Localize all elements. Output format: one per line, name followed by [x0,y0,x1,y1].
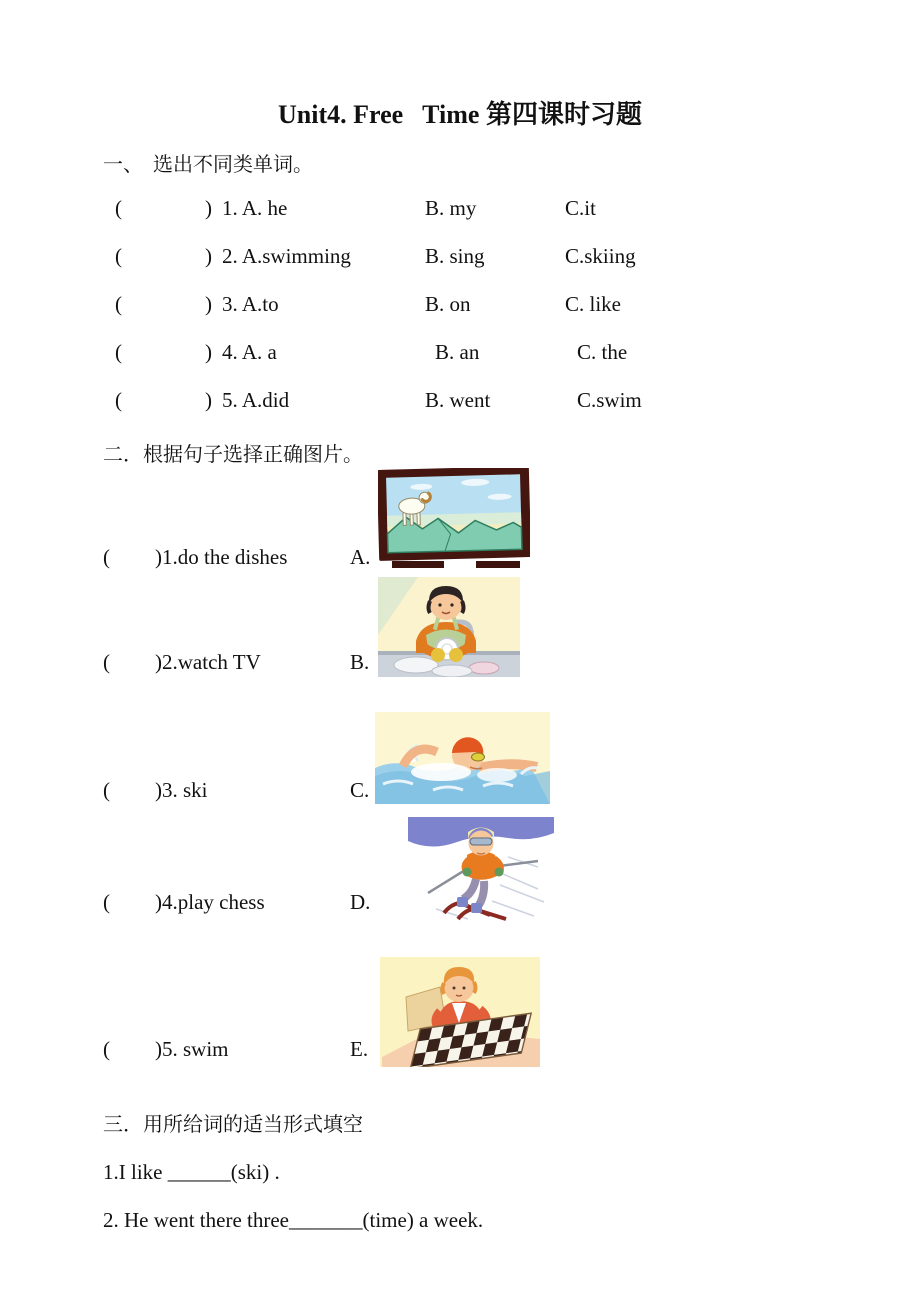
picture-letter: E. [350,1037,369,1061]
option-c: C.skiing [565,244,636,268]
paren-open: ( [103,890,110,914]
match-prompt: )4.play chess [155,890,265,914]
paren-close: ) [205,388,212,412]
picture-letter: D. [350,890,371,914]
section-two-heading: 二．根据句子选择正确图片。 [103,444,363,466]
option-b: B. my [425,196,477,220]
paren-open: ( [103,1037,110,1061]
option-c: C.swim [577,388,642,412]
paren-close: ) [205,292,212,316]
picture-letter: C. [350,778,370,802]
paren-open: ( [115,244,122,268]
paren-open: ( [115,196,122,220]
choice-row-4 [115,340,835,370]
option-b: B. an [435,340,480,364]
paren-open: ( [103,545,110,569]
match-row-2 [103,650,523,680]
paren-open: ( [115,340,122,364]
option-a: 3. A.to [222,292,279,316]
fill-blank-item-1: 1.I like ______(ski) . [103,1160,280,1184]
option-b: B. on [425,292,471,316]
option-c: C. the [577,340,628,364]
fill-blank-item-2: 2. He went there three_______(time) a week. [103,1208,484,1232]
option-a: 5. A.did [222,388,290,412]
option-b: B. sing [425,244,485,268]
option-c: C. like [565,292,621,316]
paren-open: ( [103,778,110,802]
option-a: 2. A.swimming [222,244,351,268]
section-three-heading: 三．用所给词的适当形式填空 [103,1114,363,1136]
option-a: 4. A. a [222,340,277,364]
match-prompt: )2.watch TV [155,650,261,674]
match-row-4 [103,890,523,920]
match-row-5 [103,1037,523,1067]
section-one-heading: 一、 选出不同类单词。 [103,154,313,176]
paren-close: ) [205,340,212,364]
option-b: B. went [425,388,491,412]
choice-row-5 [115,388,835,418]
match-prompt: )5. swim [155,1037,229,1061]
picture-letter: B. [350,650,370,674]
choice-row-1 [115,196,835,226]
match-prompt: )3. ski [155,778,208,802]
match-row-1 [103,545,523,575]
paren-open: ( [115,388,122,412]
choice-row-3 [115,292,835,322]
paren-close: ) [205,244,212,268]
paren-close: ) [205,196,212,220]
choice-row-2 [115,244,835,274]
match-row-3 [103,778,523,808]
paren-open: ( [115,292,122,316]
paren-open: ( [103,650,110,674]
option-a: 1. A. he [222,196,288,220]
option-c: C.it [565,196,596,220]
page-title: Unit4. Free Time 第四课时习题 [278,100,642,129]
match-prompt: )1.do the dishes [155,545,288,569]
picture-letter: A. [350,545,371,569]
